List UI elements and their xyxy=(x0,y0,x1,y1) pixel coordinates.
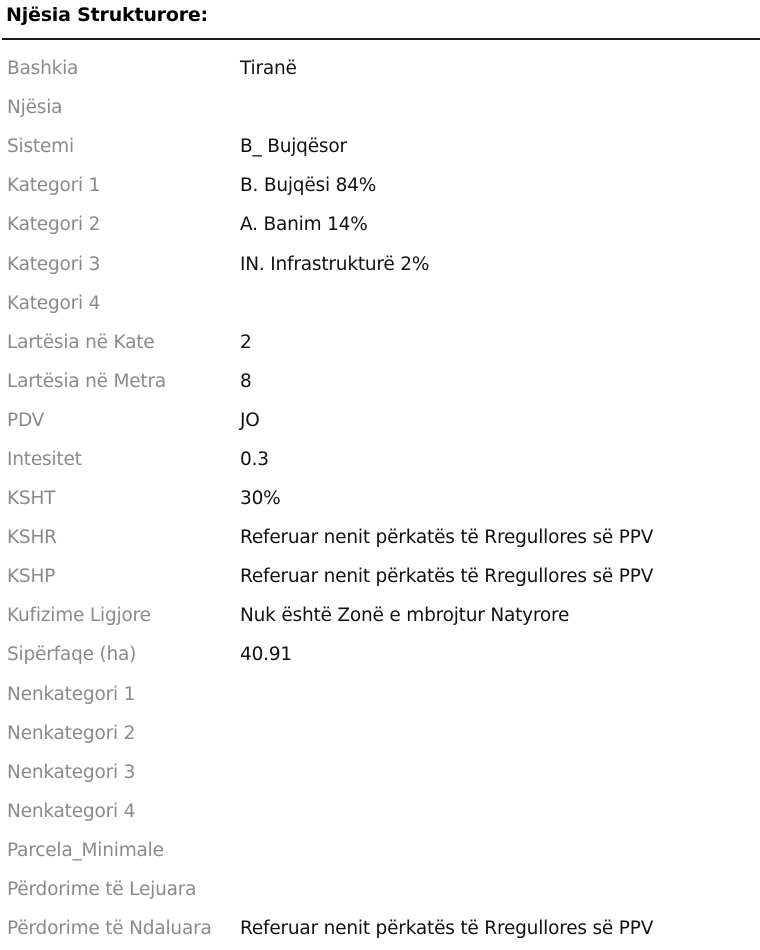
attribute-value: B_ Bujqësor xyxy=(240,136,347,158)
attribute-value: 0.3 xyxy=(240,448,269,470)
attribute-label: Nenkategori 1 xyxy=(7,683,136,705)
attribute-row-njesia xyxy=(0,88,760,127)
attribute-label: Intesitet xyxy=(7,448,82,470)
attribute-value: Referuar nenit përkatës të Rregullores së PPV xyxy=(240,527,654,549)
attribute-label: Kategori 2 xyxy=(7,214,101,236)
attribute-label: Sistemi xyxy=(7,136,74,158)
attribute-value: Referuar nenit përkatës të Rregullores së PPV xyxy=(240,918,654,940)
attribute-row-parcela-minimale xyxy=(0,831,760,870)
section-title: Njësia Strukturore: xyxy=(6,4,208,26)
attribute-row-kshr xyxy=(0,518,760,557)
attribute-row-perdorime-lejuara xyxy=(0,870,760,909)
attribute-value: 2 xyxy=(240,331,252,353)
attribute-label: Parcela_Minimale xyxy=(7,839,164,861)
attribute-row-kategori-2 xyxy=(0,205,760,244)
attribute-value: JO xyxy=(240,409,260,431)
attribute-value: IN. Infrastrukturë 2% xyxy=(240,253,430,275)
attribute-value: Nuk është Zonë e mbrojtur Natyrore xyxy=(240,605,570,627)
attribute-row-nenkategori-2 xyxy=(0,714,760,753)
attribute-value: Tiranë xyxy=(240,58,297,80)
attribute-label: Nenkategori 3 xyxy=(7,761,136,783)
attribute-row-ksht xyxy=(0,479,760,518)
attribute-table xyxy=(0,49,760,948)
attribute-value: Referuar nenit përkatës të Rregullores së PPV xyxy=(240,566,654,588)
attribute-row-pdv xyxy=(0,401,760,440)
attribute-label: Kategori 1 xyxy=(7,175,101,197)
attribute-label: Përdorime të Ndaluara xyxy=(7,918,212,940)
attribute-value: 40.91 xyxy=(240,644,292,666)
attribute-label: Kufizime Ligjore xyxy=(7,605,151,627)
attribute-value: 8 xyxy=(240,370,252,392)
attribute-row-nenkategori-1 xyxy=(0,675,760,714)
attribute-row-sistemi xyxy=(0,127,760,166)
attribute-row-siperfaqe xyxy=(0,635,760,674)
attribute-row-intesitet xyxy=(0,440,760,479)
attribute-label: Nenkategori 4 xyxy=(7,800,136,822)
attribute-label: Njësia xyxy=(7,97,63,119)
attribute-label: KSHT xyxy=(7,488,56,510)
attribute-row-perdorime-ndaluara xyxy=(0,909,760,948)
title-divider xyxy=(2,38,760,40)
attribute-label: Sipërfaqe (ha) xyxy=(7,644,137,666)
attribute-row-kategori-1 xyxy=(0,166,760,205)
attribute-label: Nenkategori 2 xyxy=(7,722,136,744)
attribute-value: A. Banim 14% xyxy=(240,214,368,236)
attribute-label: KSHP xyxy=(7,566,56,588)
attribute-row-nenkategori-4 xyxy=(0,792,760,831)
attribute-label: Lartësia në Kate xyxy=(7,331,155,353)
attribute-label: Lartësia në Metra xyxy=(7,370,167,392)
attribute-row-bashkia xyxy=(0,49,760,88)
attribute-label: Bashkia xyxy=(7,58,79,80)
attribute-label: Përdorime të Lejuara xyxy=(7,879,197,901)
attribute-row-kategori-3 xyxy=(0,244,760,283)
attribute-row-kshp xyxy=(0,557,760,596)
attribute-row-nenkategori-3 xyxy=(0,753,760,792)
attribute-label: PDV xyxy=(7,409,45,431)
attribute-label: Kategori 4 xyxy=(7,292,101,314)
attribute-row-kufizime-ligjore xyxy=(0,596,760,635)
attribute-row-lartesia-metra xyxy=(0,362,760,401)
attribute-row-kategori-4 xyxy=(0,284,760,323)
attribute-label: KSHR xyxy=(7,527,57,549)
attribute-value: 30% xyxy=(240,488,281,510)
attribute-row-lartesia-kate xyxy=(0,323,760,362)
attribute-label: Kategori 3 xyxy=(7,253,101,275)
attribute-value: B. Bujqësi 84% xyxy=(240,175,377,197)
